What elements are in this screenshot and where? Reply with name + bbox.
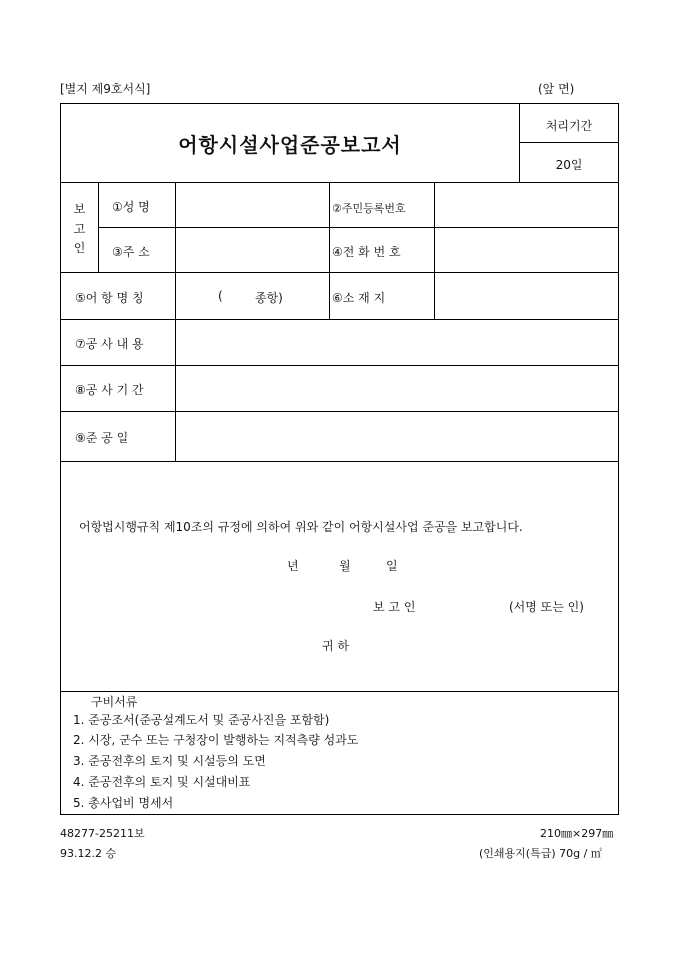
date-day-label: 일	[386, 559, 398, 573]
name-field[interactable]	[176, 183, 328, 226]
processing-period-value: 20일	[555, 158, 583, 172]
work-period-label: ⑧공 사 기 간	[75, 383, 144, 397]
resident-id-label: ②주민등록번호	[332, 202, 406, 215]
form-code: 48277-25211보	[60, 827, 145, 840]
form-number: [별지 제9호서식]	[60, 82, 151, 96]
signature-label: (서명 또는 인)	[509, 600, 584, 614]
page-side: (앞 면)	[538, 82, 575, 96]
work-content-label: ⑦공 사 내 용	[75, 337, 144, 351]
address-field[interactable]	[176, 228, 328, 271]
name-label: ①성 명	[112, 200, 150, 214]
attachment-item: 5. 총사업비 명세서	[73, 796, 174, 810]
form-table	[60, 103, 619, 815]
page-title: 어항시설사업준공보고서	[178, 133, 402, 157]
date-year-label: 년	[287, 559, 299, 573]
reporter-group-label-3: 인	[73, 241, 86, 255]
port-name-paren-open: (	[218, 289, 223, 303]
reporter-sign-label: 보 고 인	[373, 600, 416, 614]
location-label: ⑥소 재 지	[332, 291, 386, 305]
paper-size: 210㎜×297㎜	[540, 827, 614, 840]
paper-spec: (인쇄용지(특급) 70g / ㎡	[479, 847, 602, 860]
attachment-item: 3. 준공전후의 토지 및 시설등의 도면	[73, 754, 266, 768]
statement-text: 어항법시행규칙 제10조의 규정에 의하여 위와 같이 어항시설사업 준공을 보고합니다.	[79, 520, 523, 534]
attachment-item: 2. 시장, 군수 또는 구청장이 발행하는 지적측량 성과도	[73, 733, 359, 747]
reporter-group-label-2: 고	[73, 222, 86, 236]
phone-label: ④전 화 번 호	[332, 245, 401, 259]
reporter-group-label-1: 보	[73, 202, 86, 216]
phone-field[interactable]	[435, 228, 618, 271]
completion-date-field[interactable]	[176, 412, 618, 460]
address-label: ③주 소	[112, 245, 150, 259]
attachment-item: 1. 준공조서(준공설계도서 및 준공사진을 포함함)	[73, 713, 330, 727]
date-month-label: 월	[339, 559, 351, 573]
attachments-heading: 구비서류	[91, 695, 138, 709]
port-name-type: 종항)	[255, 291, 283, 305]
port-name-label: ⑤어 항 명 칭	[75, 291, 144, 305]
approval-date: 93.12.2 승	[60, 847, 117, 860]
resident-id-field[interactable]	[435, 183, 618, 226]
work-content-field[interactable]	[176, 320, 618, 364]
processing-period-label: 처리기간	[545, 119, 593, 133]
addressee-label: 귀 하	[322, 639, 349, 653]
work-period-field[interactable]	[176, 366, 618, 410]
location-field[interactable]	[435, 273, 618, 318]
attachment-item: 4. 준공전후의 토지 및 시설대비표	[73, 775, 251, 789]
port-name-field[interactable]	[229, 274, 253, 314]
completion-date-label: ⑨준 공 일	[75, 431, 129, 445]
